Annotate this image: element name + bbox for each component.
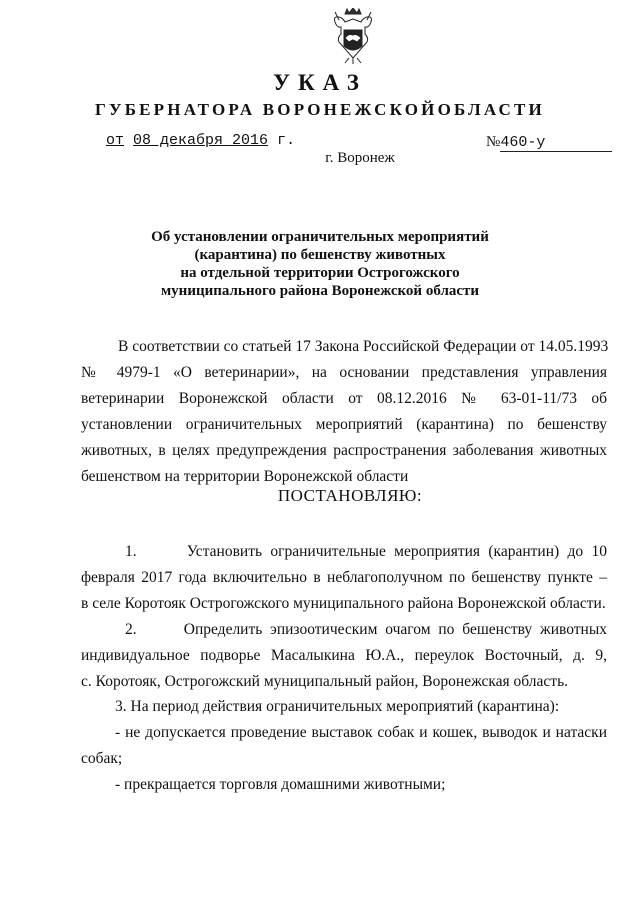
text-line: 1. Установить ограничительные мероприятия (карантин) до 10 — [125, 543, 607, 560]
issuer-heading: ГУБЕРНАТОРА ВОРОНЕЖСКОЙОБЛАСТИ — [95, 100, 545, 119]
text-line: 3. На период действия ограничительных мероприятий (карантина): — [115, 698, 560, 715]
text-line: животных, в целях предупреждения распространения заболевания животных — [81, 442, 607, 459]
text-line: индивидуальное подворье Масалыкина Ю.А., переулок Восточный, д. 9, — [81, 647, 607, 664]
text-line: - прекращается торговля домашними животными; — [115, 776, 446, 793]
document-date — [106, 132, 295, 149]
text-line: февраля 2017 года включительно в неблагополучном по бешенству пункте – — [81, 569, 607, 586]
title-line: муниципального района Воронежской области — [160, 283, 480, 299]
text-line: с. Коротояк, Острогожский муниципальный район, Воронежская область. — [81, 673, 569, 690]
document-title — [0, 228, 640, 300]
text-line: - не допускается проведение выставок собак и кошек, выводок и натаски — [115, 724, 607, 741]
text-line: ветеринарии Воронежской области от 08.12.2016 № 63-01-11/73 об — [81, 390, 607, 407]
date-prefix: от — [106, 132, 125, 149]
title-line: на отдельной территории Острогожского — [180, 265, 460, 281]
document-type-heading: УКАЗ — [273, 70, 367, 95]
number-sign: № — [486, 134, 501, 150]
title-line: (карантина) по бешенству животных — [194, 247, 446, 263]
decree-word: ПОСТАНОВЛЯЮ: — [277, 486, 423, 505]
text-line: бешенством на территории Воронежской области — [81, 468, 409, 485]
number-value: 460-у — [500, 134, 612, 152]
coat-of-arms-icon — [331, 8, 375, 64]
item-3 — [81, 694, 607, 798]
title-line: Об установлении ограничительных мероприятий — [151, 229, 489, 245]
item-1 — [81, 539, 607, 617]
city-line: г. Воронеж — [325, 150, 395, 166]
text-line: № 4979-1 «О ветеринарии», на основании представления управления — [81, 364, 607, 381]
date-value: 08 декабря 2016 — [133, 132, 269, 149]
preamble-paragraph — [81, 334, 609, 490]
date-suffix: г. — [277, 132, 296, 149]
text-line: в селе Коротояк Острогожского муниципального района Воронежской области. — [81, 595, 606, 612]
text-line: установлении ограничительных мероприятий (карантина) по бешенству — [81, 416, 607, 433]
text-line: собак; — [81, 750, 123, 767]
item-2 — [81, 617, 607, 695]
text-line: В соответствии со статьей 17 Закона Российской Федерации от 14.05.1993 — [118, 338, 609, 355]
text-line: 2. Определить эпизоотическим очагом по бешенству животных — [125, 621, 607, 638]
